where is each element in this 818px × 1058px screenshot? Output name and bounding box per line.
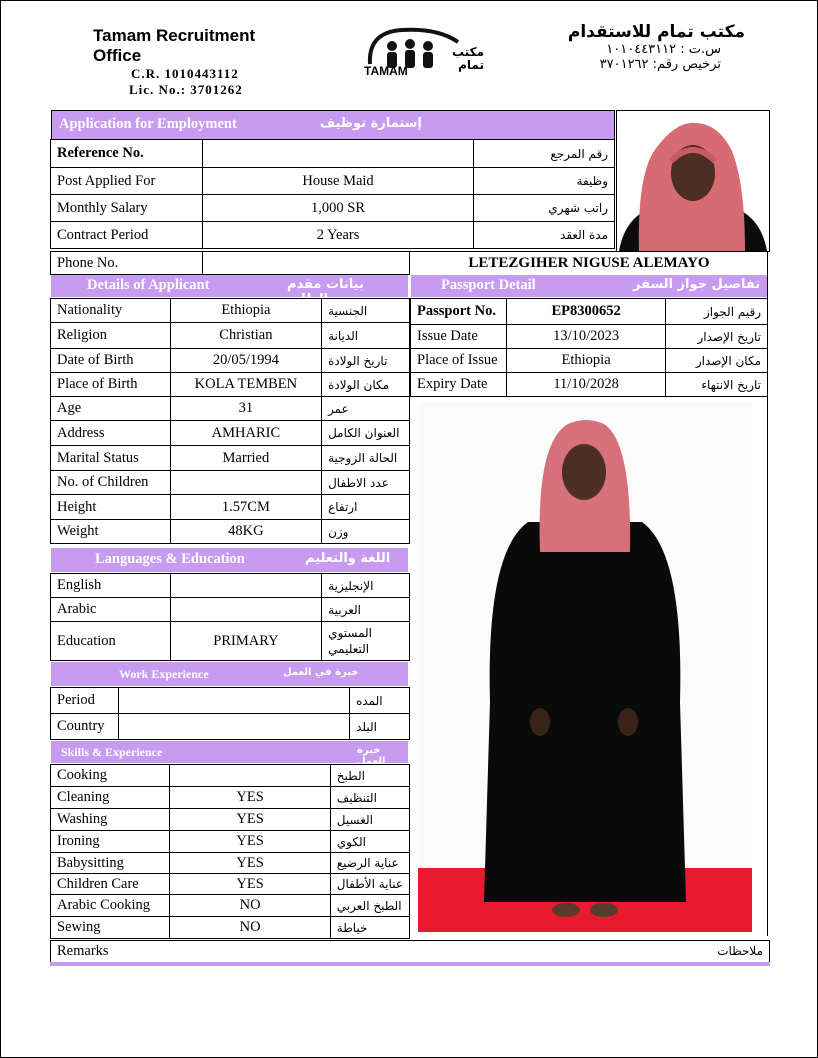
right-border-line [767, 251, 768, 936]
table-row [51, 168, 615, 195]
table-row [51, 874, 410, 895]
skills-row-value [170, 765, 330, 787]
table-row [51, 574, 410, 598]
table-row [51, 787, 410, 809]
skills-title: Skills & Experience [61, 745, 163, 759]
skills-row-label: Arabic Cooking [51, 895, 170, 917]
skills-row-value: YES [170, 874, 330, 895]
arabic-label-arabic: العربية [322, 598, 410, 622]
table-row [51, 299, 410, 323]
skills-row-label: Cleaning [51, 787, 170, 809]
arabic-label: Arabic [51, 598, 171, 622]
skills-row-value: YES [170, 831, 330, 853]
applicant-row-label-arabic: وزن [322, 520, 410, 544]
table-row [51, 714, 410, 740]
education-label-arabic: المستوي التعليمي [322, 622, 410, 661]
passport-row-label-arabic: تاريخ الانتهاء [666, 373, 768, 397]
skills-row-label: Washing [51, 809, 170, 831]
passport-row-label-arabic: مكان الإصدار [666, 349, 768, 373]
table-row [51, 222, 615, 249]
applicant-title-arabic: بيانات مقدم الطلب [287, 277, 364, 307]
office-name-arabic: مكتب تمام للاستقدام [567, 22, 745, 42]
license-number: Lic. No.: 3701262 [129, 82, 243, 97]
skills-row-label: Ironing [51, 831, 170, 853]
table-row [51, 688, 410, 714]
application-title: Application for Employment [59, 116, 237, 132]
table-row [51, 446, 410, 471]
passport-header [411, 275, 767, 297]
passport-row-value: EP8300652 [506, 299, 665, 325]
logo-arabic: مكتب تمام [451, 45, 484, 72]
period-value [118, 688, 349, 714]
english-label-arabic: الإنجليزية [322, 574, 410, 598]
applicant-row-value: 20/05/1994 [170, 349, 321, 373]
applicant-row-value: 31 [170, 397, 321, 421]
applicant-row-label-arabic: الجنسية [322, 299, 410, 323]
remarks-label-arabic: ملاحظات [717, 944, 763, 958]
applicant-headshot [616, 110, 770, 252]
applicant-row-label-arabic: العنوان الكامل [322, 421, 410, 446]
phone-table [50, 251, 410, 275]
logo-text: TAMAM [364, 64, 408, 78]
skills-row-label: Babysitting [51, 853, 170, 874]
post-label: Post Applied For [51, 168, 203, 195]
table-row [51, 895, 410, 917]
country-value [118, 714, 349, 740]
salary-label-arabic: راتب شهري [474, 195, 615, 222]
skills-row-label-arabic: الطبخ [330, 765, 409, 787]
skills-row-label: Cooking [51, 765, 170, 787]
contract-value: 2 Years [202, 222, 473, 249]
passport-row-label: Passport No. [411, 299, 507, 325]
table-row [51, 195, 615, 222]
skills-table [50, 764, 410, 939]
applicant-header [51, 275, 408, 307]
passport-row-value: Ethiopia [506, 349, 665, 373]
table-row [51, 397, 410, 421]
table-row [411, 299, 768, 325]
reference-label: Reference No. [51, 140, 203, 168]
letterhead-left [93, 26, 303, 98]
passport-row-label-arabic: تاريخ الإصدار [666, 325, 768, 349]
table-row [51, 140, 615, 168]
application-header [51, 110, 615, 140]
applicant-row-value: 1.57CM [170, 495, 321, 520]
skills-row-label-arabic: عناية الرضيع [330, 853, 409, 874]
skills-row-label-arabic: الغسيل [330, 809, 409, 831]
reference-label-arabic: رقم المرجع [474, 140, 615, 168]
skills-title-arabic: خبرة العمل [357, 745, 386, 767]
skills-header [51, 741, 408, 767]
application-table [50, 139, 615, 249]
english-label: English [51, 574, 171, 598]
passport-row-label-arabic: رقيم الجواز [666, 299, 768, 325]
skills-row-value: NO [170, 917, 330, 939]
cr-number-arabic: س.ت : ١٠١٠٤٤٣١١٢ [606, 42, 721, 57]
applicant-full-name: LETEZGIHER NIGUSE ALEMAYO [410, 251, 768, 275]
skills-row-value: NO [170, 895, 330, 917]
skills-row-value: YES [170, 787, 330, 809]
table-row [51, 323, 410, 349]
skills-row-label-arabic: الطبخ العربي [330, 895, 409, 917]
table-row [411, 349, 768, 373]
applicant-row-label: Nationality [51, 299, 171, 323]
applicant-row-label: Place of Birth [51, 373, 171, 397]
table-row [51, 373, 410, 397]
application-title-arabic: إستمارة توظيف [320, 116, 422, 131]
applicant-row-label: Weight [51, 520, 171, 544]
applicant-row-label-arabic: ارتفاع [322, 495, 410, 520]
post-label-arabic: وظيفة [474, 168, 615, 195]
applicant-row-label: Address [51, 421, 171, 446]
applicant-title: Details of Applicant [87, 277, 210, 293]
applicant-full-photo [418, 402, 752, 932]
arabic-value [170, 598, 322, 622]
passport-table [410, 298, 768, 397]
work-title-arabic: خبرة في العمل [283, 667, 359, 678]
applicant-row-value: Ethiopia [170, 299, 321, 323]
languages-title-arabic: اللغة والتعليم [305, 551, 391, 566]
applicant-row-value [170, 471, 321, 495]
applicant-row-label: Marital Status [51, 446, 171, 471]
contract-label-arabic: مدة العقد [474, 222, 615, 249]
applicant-row-value: Christian [170, 323, 321, 349]
table-row [411, 325, 768, 349]
applicant-row-value: KOLA TEMBEN [170, 373, 321, 397]
salary-value: 1,000 SR [202, 195, 473, 222]
cr-number: C.R. 1010443112 [131, 66, 239, 81]
phone-value [202, 252, 409, 275]
phone-label: Phone No. [51, 252, 203, 275]
education-value: PRIMARY [170, 622, 322, 661]
passport-row-value: 13/10/2023 [506, 325, 665, 349]
education-label: Education [51, 622, 171, 661]
passport-title-arabic: تفاصيل جواز السفر [633, 277, 761, 292]
passport-row-label: Place of Issue [411, 349, 507, 373]
applicant-row-value: AMHARIC [170, 421, 321, 446]
applicant-row-label-arabic: الحالة الزوجية [322, 446, 410, 471]
skills-row-label-arabic: عناية الأطفال [330, 874, 409, 895]
passport-title: Passport Detail [441, 277, 536, 293]
tamam-logo [362, 22, 482, 78]
skills-row-label-arabic: التنظيف [330, 787, 409, 809]
country-label: Country [51, 714, 119, 740]
letterhead-right [530, 22, 745, 72]
table-row [51, 421, 410, 446]
table-row [51, 349, 410, 373]
contract-label: Contract Period [51, 222, 203, 249]
applicant-row-label-arabic: مكان الولادة [322, 373, 410, 397]
table-row [51, 520, 410, 544]
applicant-row-label-arabic: الديانة [322, 323, 410, 349]
applicant-row-label-arabic: عدد الاطفال [322, 471, 410, 495]
skills-row-label: Children Care [51, 874, 170, 895]
applicant-row-label: No. of Children [51, 471, 171, 495]
languages-header [51, 548, 408, 572]
remarks-label: Remarks [57, 943, 109, 959]
footer-bar [50, 962, 770, 966]
applicant-table [50, 298, 410, 544]
work-table [50, 687, 410, 740]
applicant-row-value: 48KG [170, 520, 321, 544]
table-row [51, 495, 410, 520]
salary-label: Monthly Salary [51, 195, 203, 222]
applicant-row-label: Age [51, 397, 171, 421]
period-label-arabic: المده [350, 688, 410, 714]
skills-row-label: Sewing [51, 917, 170, 939]
skills-row-label-arabic: الكوي [330, 831, 409, 853]
table-row [51, 622, 410, 661]
reference-value [202, 140, 473, 168]
passport-row-value: 11/10/2028 [506, 373, 665, 397]
languages-table [50, 573, 410, 661]
passport-row-label: Issue Date [411, 325, 507, 349]
passport-row-label: Expiry Date [411, 373, 507, 397]
applicant-row-label: Height [51, 495, 171, 520]
applicant-row-label-arabic: عمر [322, 397, 410, 421]
work-title: Work Experience [119, 667, 209, 681]
english-value [170, 574, 322, 598]
skills-row-value: YES [170, 853, 330, 874]
table-row [51, 853, 410, 874]
languages-title: Languages & Education [95, 551, 245, 567]
period-label: Period [51, 688, 119, 714]
table-row [51, 831, 410, 853]
table-row [51, 471, 410, 495]
applicant-row-label: Date of Birth [51, 349, 171, 373]
post-value: House Maid [202, 168, 473, 195]
license-number-arabic: ترخيص رقم: ٣٧٠١٢٦٢ [599, 57, 721, 72]
applicant-row-value: Married [170, 446, 321, 471]
office-name: Tamam Recruitment Office [93, 26, 256, 65]
applicant-row-label: Religion [51, 323, 171, 349]
remarks-row [50, 940, 770, 963]
work-header [51, 662, 408, 686]
table-row [51, 917, 410, 939]
table-row [51, 809, 410, 831]
skills-row-value: YES [170, 809, 330, 831]
country-label-arabic: البلد [350, 714, 410, 740]
table-row [51, 598, 410, 622]
table-row [411, 373, 768, 397]
skills-row-label-arabic: خياطة [330, 917, 409, 939]
table-row [51, 765, 410, 787]
applicant-row-label-arabic: تاريخ الولادة [322, 349, 410, 373]
